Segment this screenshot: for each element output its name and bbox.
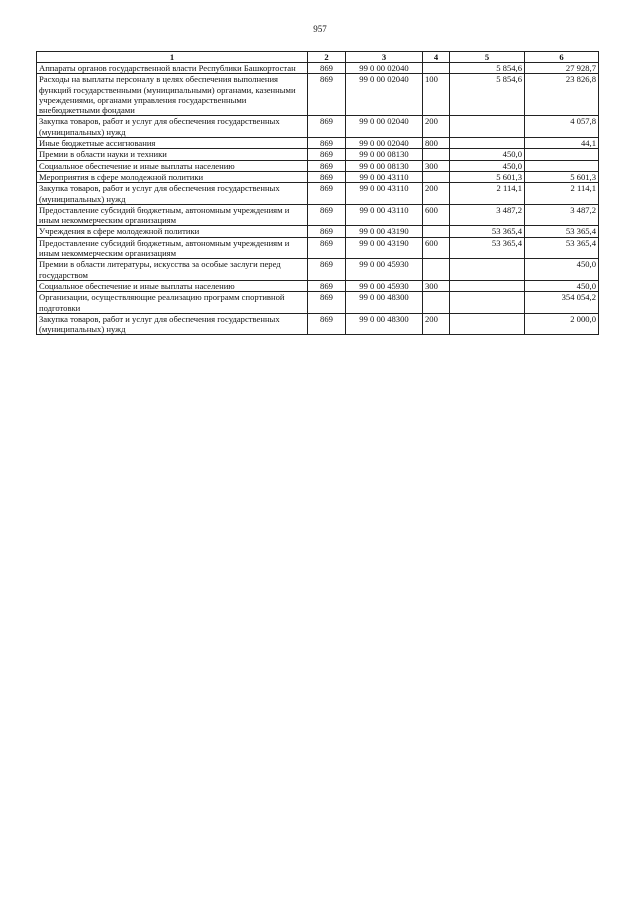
target-article-cell: 99 0 00 02040: [346, 74, 423, 116]
ministry-code-cell: 869: [308, 149, 346, 160]
target-article-cell: 99 0 00 43110: [346, 204, 423, 226]
amount-col6-cell: 2 114,1: [525, 183, 599, 205]
amount-col5-cell: 5 601,3: [450, 171, 525, 182]
target-article-cell: 99 0 00 08130: [346, 149, 423, 160]
target-article-cell: 99 0 00 43190: [346, 226, 423, 237]
target-article-cell: 99 0 00 08130: [346, 160, 423, 171]
row-name-cell: Социальное обеспечение и иные выплаты населению: [37, 160, 308, 171]
amount-col5-cell: 5 854,6: [450, 74, 525, 116]
expense-type-cell: 200: [423, 116, 450, 138]
target-article-cell: 99 0 00 43110: [346, 171, 423, 182]
amount-col5-cell: [450, 292, 525, 314]
ministry-code-cell: 869: [308, 237, 346, 259]
amount-col5-cell: [450, 259, 525, 281]
column-header: 5: [450, 52, 525, 63]
amount-col5-cell: 3 487,2: [450, 204, 525, 226]
expense-type-cell: 200: [423, 183, 450, 205]
table-row: [37, 259, 599, 281]
target-article-cell: 99 0 00 02040: [346, 116, 423, 138]
table-row: [37, 237, 599, 259]
ministry-code-cell: 869: [308, 292, 346, 314]
amount-col6-cell: 2 000,0: [525, 313, 599, 335]
row-name-cell: Организации, осуществляющие реализацию программ спортивной подготовки: [37, 292, 308, 314]
row-name-cell: Закупка товаров, работ и услуг для обеспечения государственных (муниципальных) нужд: [37, 183, 308, 205]
ministry-code-cell: 869: [308, 259, 346, 281]
ministry-code-cell: 869: [308, 280, 346, 291]
amount-col6-cell: 450,0: [525, 280, 599, 291]
expense-type-cell: 600: [423, 204, 450, 226]
row-name-cell: Расходы на выплаты персоналу в целях обеспечения выполнения функций государственными (муниципальными) органами, казенными учреждениями, органами управления государственными внебюджетными фондами: [37, 74, 308, 116]
table-row: [37, 183, 599, 205]
row-name-cell: Закупка товаров, работ и услуг для обеспечения государственных (муниципальных) нужд: [37, 116, 308, 138]
row-name-cell: Закупка товаров, работ и услуг для обеспечения государственных (муниципальных) нужд: [37, 313, 308, 335]
expense-type-cell: 300: [423, 160, 450, 171]
expense-type-cell: [423, 292, 450, 314]
amount-col6-cell: 450,0: [525, 259, 599, 281]
table-row: [37, 313, 599, 335]
column-header: 1: [37, 52, 308, 63]
ministry-code-cell: 869: [308, 226, 346, 237]
amount-col5-cell: 53 365,4: [450, 237, 525, 259]
ministry-code-cell: 869: [308, 160, 346, 171]
amount-col5-cell: 53 365,4: [450, 226, 525, 237]
row-name-cell: Предоставление субсидий бюджетным, автономным учреждениям и иным некоммерческим организациям: [37, 204, 308, 226]
table-row: [37, 138, 599, 149]
target-article-cell: 99 0 00 45930: [346, 280, 423, 291]
expense-type-cell: 200: [423, 313, 450, 335]
budget-table: [36, 51, 599, 335]
amount-col6-cell: 53 365,4: [525, 237, 599, 259]
ministry-code-cell: 869: [308, 138, 346, 149]
target-article-cell: 99 0 00 48300: [346, 292, 423, 314]
row-name-cell: Социальное обеспечение и иные выплаты населению: [37, 280, 308, 291]
expense-type-cell: [423, 259, 450, 281]
page-number: 957: [313, 24, 327, 34]
amount-col6-cell: [525, 149, 599, 160]
target-article-cell: 99 0 00 43110: [346, 183, 423, 205]
table-row: [37, 63, 599, 74]
table-row: [37, 116, 599, 138]
amount-col5-cell: 5 854,6: [450, 63, 525, 74]
expense-type-cell: [423, 63, 450, 74]
amount-col5-cell: 2 114,1: [450, 183, 525, 205]
expense-type-cell: [423, 171, 450, 182]
table-row: [37, 204, 599, 226]
amount-col6-cell: [525, 160, 599, 171]
expense-type-cell: 800: [423, 138, 450, 149]
amount-col5-cell: [450, 280, 525, 291]
amount-col6-cell: 3 487,2: [525, 204, 599, 226]
row-name-cell: Мероприятия в сфере молодежной политики: [37, 171, 308, 182]
ministry-code-cell: 869: [308, 171, 346, 182]
amount-col6-cell: 4 057,8: [525, 116, 599, 138]
column-header: 4: [423, 52, 450, 63]
row-name-cell: Премии в области литературы, искусства за особые заслуги перед государством: [37, 259, 308, 281]
ministry-code-cell: 869: [308, 183, 346, 205]
row-name-cell: Иные бюджетные ассигнования: [37, 138, 308, 149]
target-article-cell: 99 0 00 02040: [346, 138, 423, 149]
ministry-code-cell: 869: [308, 313, 346, 335]
row-name-cell: Аппараты органов государственной власти Республики Башкортостан: [37, 63, 308, 74]
expense-type-cell: 600: [423, 237, 450, 259]
column-header: 3: [346, 52, 423, 63]
ministry-code-cell: 869: [308, 116, 346, 138]
target-article-cell: 99 0 00 43190: [346, 237, 423, 259]
table-row: [37, 280, 599, 291]
table-row: [37, 149, 599, 160]
column-header: 2: [308, 52, 346, 63]
amount-col5-cell: 450,0: [450, 149, 525, 160]
amount-col6-cell: 5 601,3: [525, 171, 599, 182]
amount-col5-cell: [450, 138, 525, 149]
target-article-cell: 99 0 00 02040: [346, 63, 423, 74]
expense-type-cell: [423, 149, 450, 160]
amount-col5-cell: [450, 313, 525, 335]
row-name-cell: Предоставление субсидий бюджетным, автономным учреждениям и иным некоммерческим организациям: [37, 237, 308, 259]
ministry-code-cell: 869: [308, 63, 346, 74]
amount-col5-cell: [450, 116, 525, 138]
row-name-cell: Учреждения в сфере молодежной политики: [37, 226, 308, 237]
column-header: 6: [525, 52, 599, 63]
amount-col5-cell: 450,0: [450, 160, 525, 171]
expense-type-cell: [423, 226, 450, 237]
ministry-code-cell: 869: [308, 204, 346, 226]
table-row: [37, 74, 599, 116]
target-article-cell: 99 0 00 48300: [346, 313, 423, 335]
table-header-row: [37, 52, 599, 63]
amount-col6-cell: 53 365,4: [525, 226, 599, 237]
amount-col6-cell: 354 054,2: [525, 292, 599, 314]
target-article-cell: 99 0 00 45930: [346, 259, 423, 281]
table-row: [37, 171, 599, 182]
amount-col6-cell: 23 826,8: [525, 74, 599, 116]
table-row: [37, 226, 599, 237]
table-body: [37, 63, 599, 335]
table-row: [37, 160, 599, 171]
amount-col6-cell: 44,1: [525, 138, 599, 149]
expense-type-cell: 300: [423, 280, 450, 291]
expense-type-cell: 100: [423, 74, 450, 116]
ministry-code-cell: 869: [308, 74, 346, 116]
amount-col6-cell: 27 928,7: [525, 63, 599, 74]
table-row: [37, 292, 599, 314]
row-name-cell: Премии в области науки и техники: [37, 149, 308, 160]
